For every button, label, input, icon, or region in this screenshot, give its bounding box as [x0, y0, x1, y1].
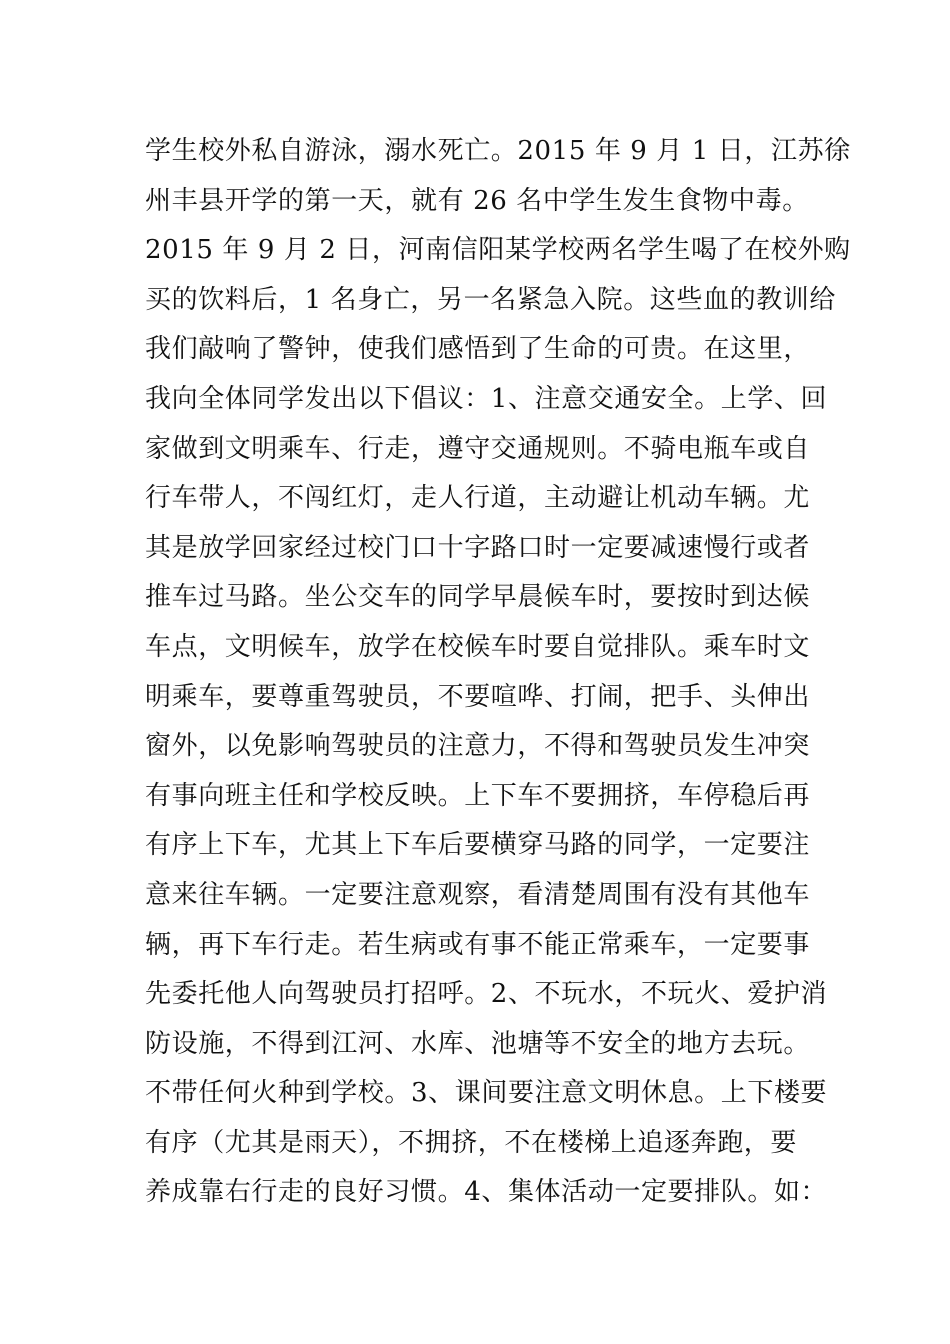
text-line: 有序（尤其是雨天），不拥挤，不在楼梯上追逐奔跑，要	[145, 1127, 798, 1158]
text-line: 先委托他人向驾驶员打招呼。2、不玩水，不玩火、爱护消	[145, 979, 828, 1010]
text-line: 2015 年 9 月 2 日，河南信阳某学校两名学生喝了在校外购	[145, 235, 851, 266]
text-line: 有序上下车，尤其上下车后要横穿马路的同学，一定要注	[145, 830, 811, 861]
text-line: 其是放学回家经过校门口十字路口时一定要减速慢行或者	[145, 532, 811, 563]
text-line: 意来往车辆。一定要注意观察，看清楚周围有没有其他车	[145, 879, 811, 910]
text-line: 我向全体同学发出以下倡议：1、注意交通安全。上学、回	[145, 383, 828, 414]
text-line: 行车带人，不闯红灯，走人行道，主动避让机动车辆。尤	[145, 483, 811, 514]
text-line: 车点，文明候车，放学在校候车时要自觉排队。乘车时文	[145, 631, 811, 662]
text-line: 有事向班主任和学校反映。上下车不要拥挤，车停稳后再	[145, 780, 811, 811]
text-line: 养成靠右行走的良好习惯。4、集体活动一定要排队。如：	[145, 1177, 828, 1208]
text-line: 不带任何火种到学校。3、课间要注意文明休息。上下楼要	[145, 1078, 828, 1109]
text-line: 推车过马路。坐公交车的同学早晨候车时，要按时到达候	[145, 582, 811, 613]
text-line: 家做到文明乘车、行走，遵守交通规则。不骑电瓶车或自	[145, 433, 811, 464]
text-line: 辆，再下车行走。若生病或有事不能正常乘车，一定要事	[145, 929, 811, 960]
text-line: 明乘车，要尊重驾驶员，不要喧哗、打闹，把手、头伸出	[145, 681, 811, 712]
text-line: 买的饮料后，1 名身亡，另一名紧急入院。这些血的教训给	[145, 284, 837, 315]
text-line: 学生校外私自游泳，溺水死亡。2015 年 9 月 1 日，江苏徐	[145, 136, 851, 166]
text-line: 我们敲响了警钟，使我们感悟到了生命的可贵。在这里，	[145, 334, 811, 365]
text-line: 州丰县开学的第一天，就有 26 名中学生发生食物中毒。	[145, 185, 809, 216]
body-text	[145, 127, 851, 1218]
text-line: 窗外，以免影响驾驶员的注意力，不得和驾驶员发生冲突	[145, 731, 811, 762]
text-line: 防设施，不得到江河、水库、池塘等不安全的地方去玩。	[145, 1028, 811, 1059]
